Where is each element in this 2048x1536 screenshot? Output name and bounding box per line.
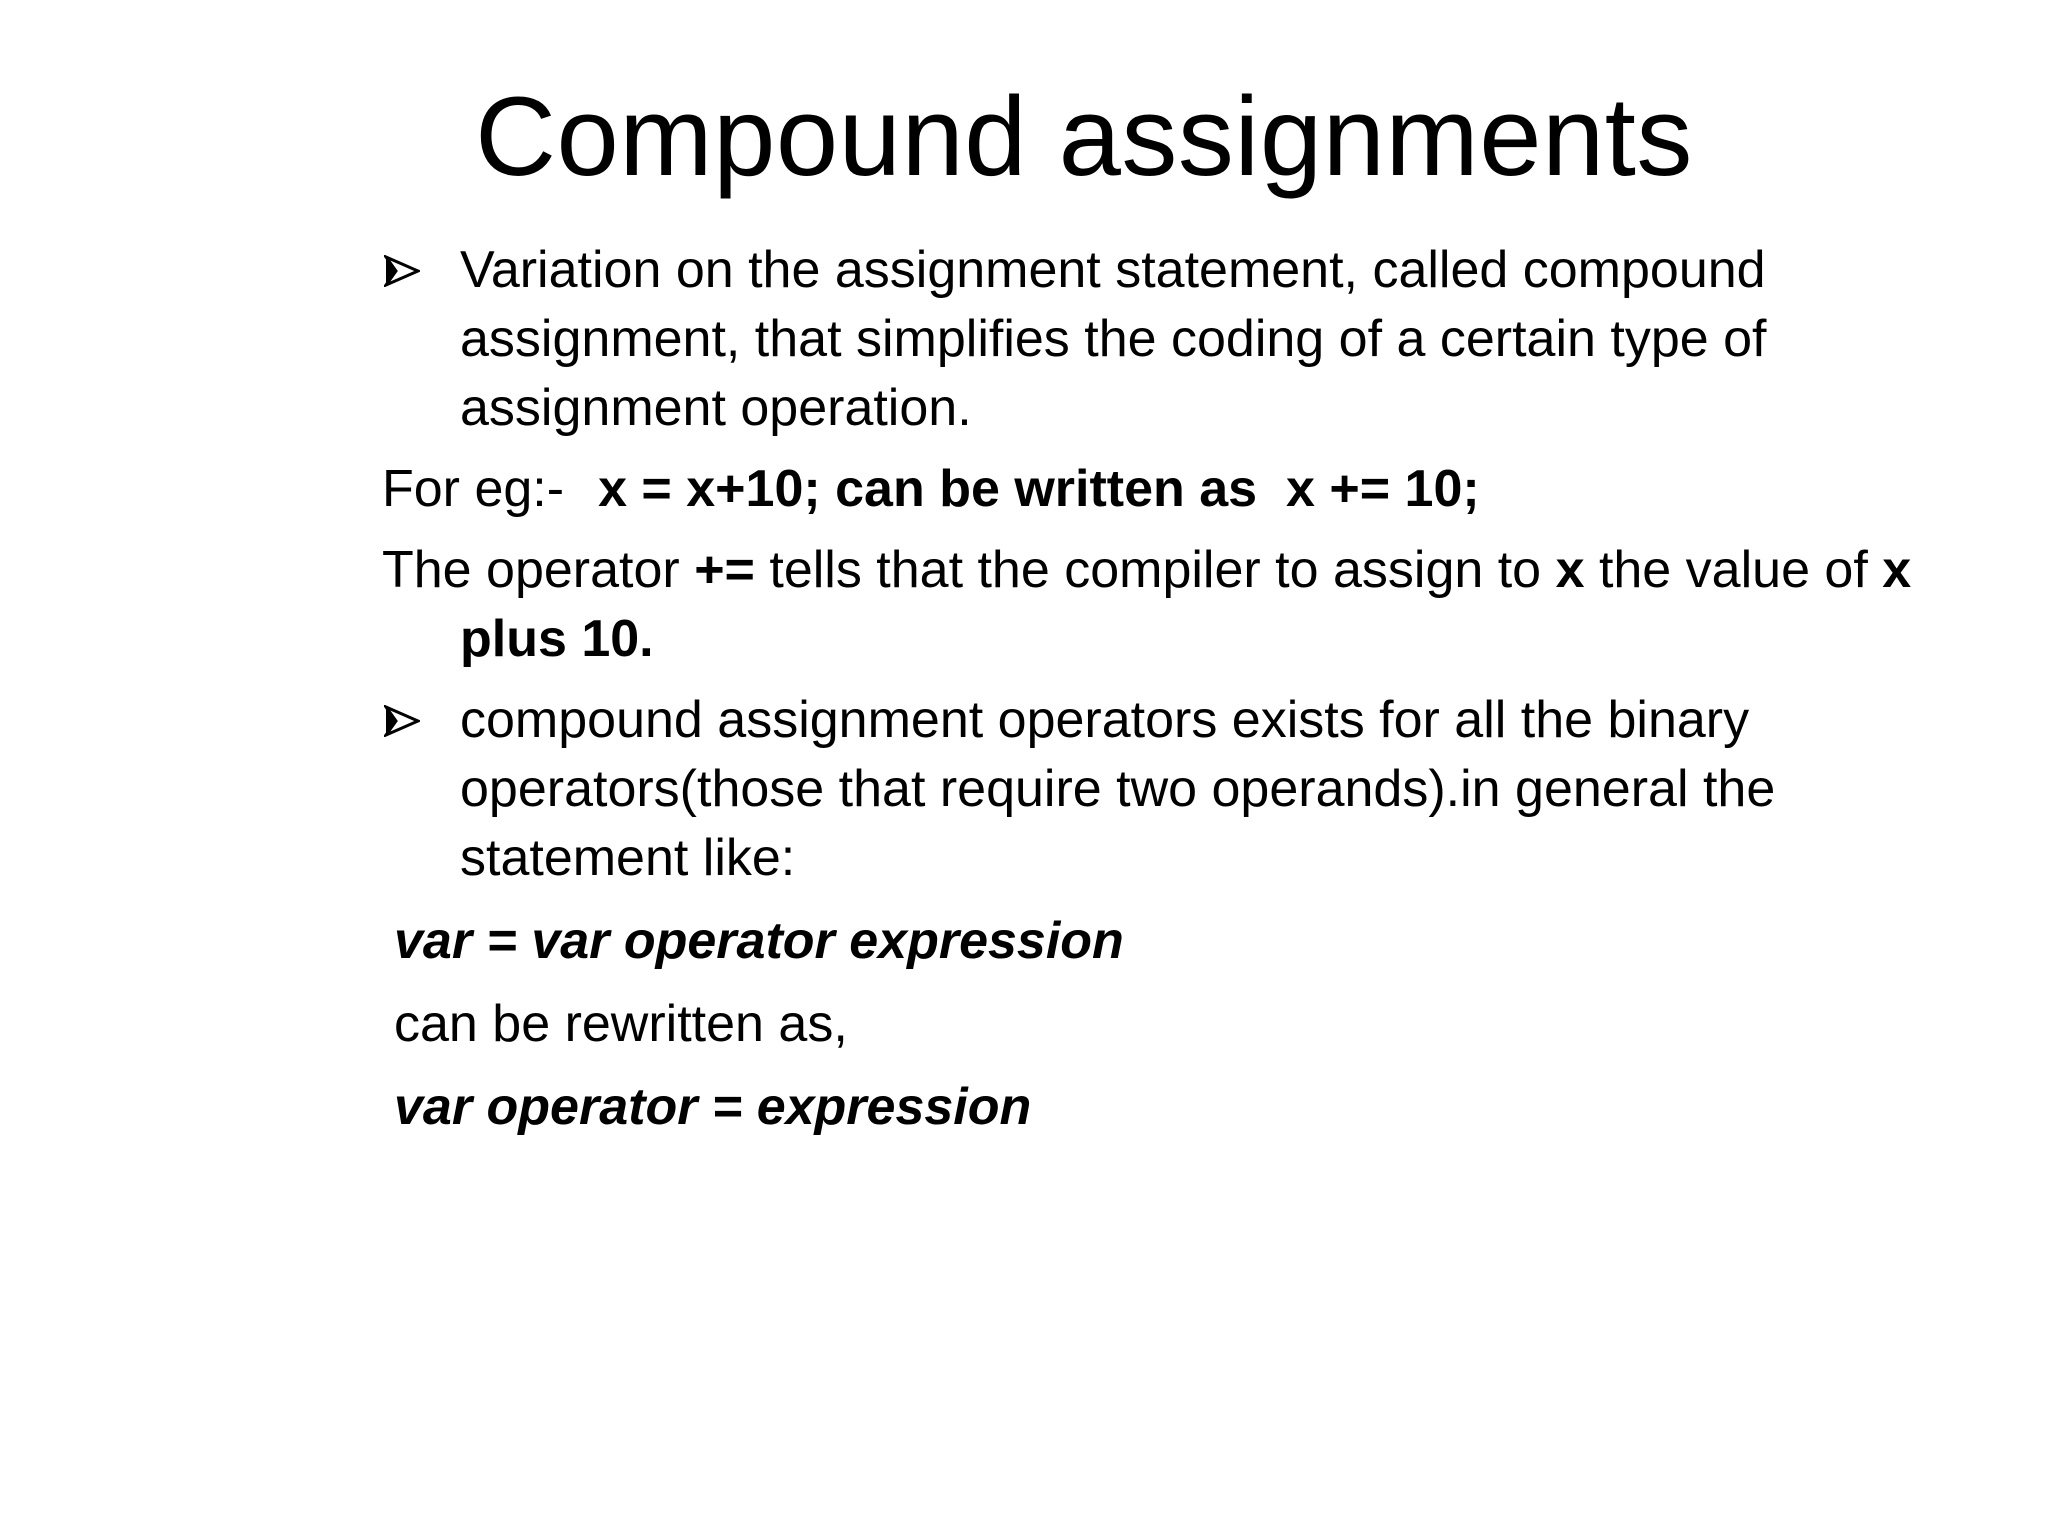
example-line [382,455,1982,524]
slide-title: Compound assignments [475,74,1693,199]
example-code-compound: x += 10; [1285,460,1480,518]
operator-text-2: tells that the compiler to assign to [769,541,1542,599]
arrow-bullet-icon [384,686,424,755]
bullet-variation [382,236,1982,443]
arrow-bullet-icon [384,236,424,305]
operator-text-1: The operator [382,541,680,599]
example-code-original: x = x+10; [598,460,821,518]
bullet-binary-operators-text: compound assignment operators exists for all the binary operators(those that require two operands).in general the statement like: [460,691,1776,887]
operator-tail: plus 10. [460,610,654,668]
operator-text-3: the value of [1598,541,1868,599]
operator-symbol: += [694,541,755,599]
operator-var-1: x [1555,541,1585,599]
example-prefix: For eg:- [382,460,565,518]
example-middle: can be written as [835,460,1258,518]
bullet-variation-text: Variation on the assignment statement, called compound assignment, that simplifies the coding of a certain type of assignment operation. [460,241,1767,437]
operator-var-2: x [1882,541,1912,599]
general-form: var = var operator expression [394,912,1124,970]
slide-body [382,236,1982,1156]
compound-form: var operator = expression [394,1078,1032,1136]
operator-explanation [382,536,1982,674]
rewrite-text: can be rewritten as, [394,995,848,1053]
bullet-binary-operators [382,686,1982,893]
